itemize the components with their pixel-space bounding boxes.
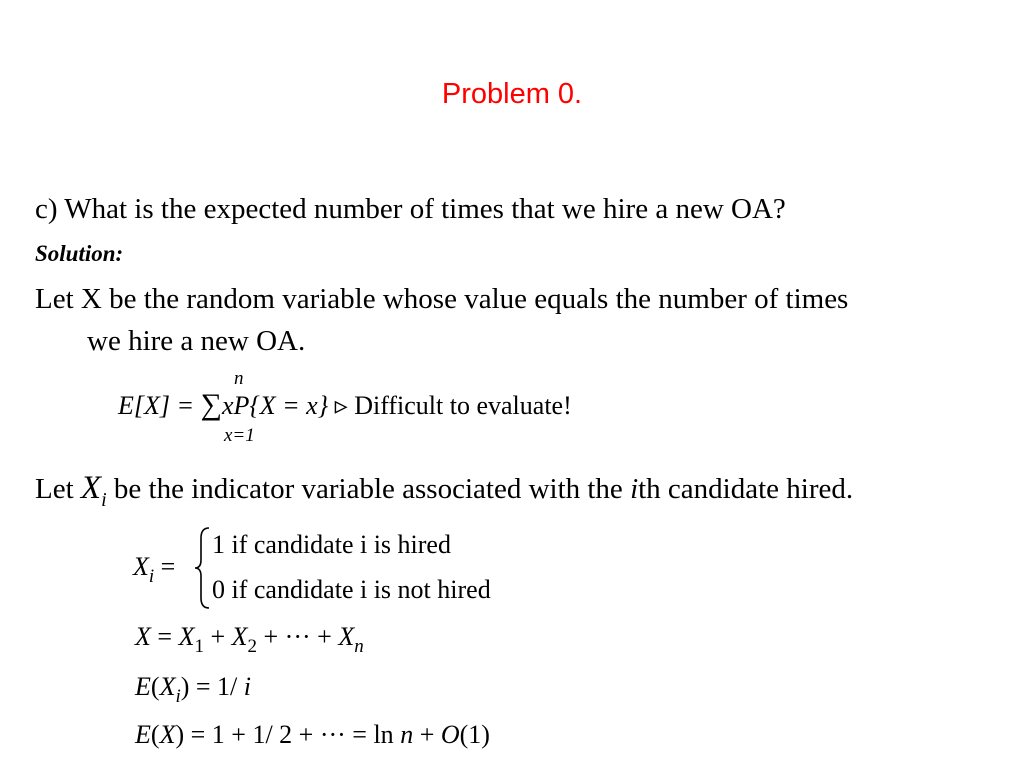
eq-part: 1 xyxy=(194,636,204,657)
slide-title: Problem 0. xyxy=(441,78,583,110)
indicator-prefix: Let xyxy=(35,473,81,505)
eq-part: ) = 1 + 1/ 2 + ··· = ln xyxy=(175,720,401,749)
indicator-suffix: th candidate hired. xyxy=(638,473,854,505)
equation-expected-x xyxy=(135,720,490,750)
case-not-hired: 0 if candidate i is not hired xyxy=(212,575,491,604)
eq-part: = xyxy=(150,622,179,651)
paragraph-line-1: Let X be the random variable whose value equals the number of times xyxy=(35,283,849,315)
indicator-ith: i xyxy=(630,473,639,505)
eq-part: E xyxy=(135,672,151,701)
eq-part: ( xyxy=(150,672,160,701)
cases-lhs-eq: = xyxy=(154,552,176,581)
triangle-arrow-icon: ▹ xyxy=(328,391,355,420)
eq-part: X xyxy=(159,720,176,749)
eq-part: O xyxy=(440,720,460,749)
eq-part: X xyxy=(231,622,248,651)
solution-label: Solution: xyxy=(35,241,124,266)
sum-upper-limit: n xyxy=(234,368,244,389)
eq-part: i xyxy=(243,672,252,701)
indicator-var: X xyxy=(80,470,102,506)
eq-part: ( xyxy=(150,720,160,749)
indicator-middle: be the indicator variable associated with the xyxy=(106,473,631,505)
question-text: c) What is the expected number of times that we hire a new OA? xyxy=(35,193,786,225)
expectation-note: Difficult to evaluate! xyxy=(354,391,572,420)
indicator-sub: i xyxy=(101,489,107,511)
left-brace-icon xyxy=(193,526,213,610)
sum-lower-limit: x=1 xyxy=(224,425,255,446)
eq-part: (1) xyxy=(459,720,490,749)
indicator-sentence xyxy=(35,470,854,511)
cases-lhs-sub: i xyxy=(148,566,155,587)
expectation-formula xyxy=(118,388,572,422)
eq-part: + xyxy=(413,720,441,749)
eq-part: ) = 1/ xyxy=(180,672,244,701)
case-hired: 1 if candidate i is hired xyxy=(212,530,451,559)
sum-symbol: ∑ xyxy=(200,388,222,421)
eq-part: + ··· + xyxy=(257,622,339,651)
eq-part: n xyxy=(400,720,414,749)
equation-x-sum xyxy=(135,622,364,657)
expectation-lhs: E[X] = xyxy=(118,391,201,420)
paragraph-line-2: we hire a new OA. xyxy=(87,325,306,357)
expectation-body: xP{X = x} xyxy=(221,391,329,420)
cases-lhs-var: X xyxy=(133,552,149,581)
equation-expected-xi xyxy=(135,672,252,707)
eq-part: X xyxy=(135,622,151,651)
eq-part: X xyxy=(178,622,195,651)
cases-lhs xyxy=(133,552,176,587)
eq-part: 2 xyxy=(247,636,258,657)
eq-part: n xyxy=(354,636,364,657)
eq-part: X xyxy=(338,622,355,651)
eq-part: i xyxy=(175,686,181,707)
eq-part: E xyxy=(135,720,151,749)
eq-part: X xyxy=(159,672,176,701)
eq-part: + xyxy=(203,622,232,651)
